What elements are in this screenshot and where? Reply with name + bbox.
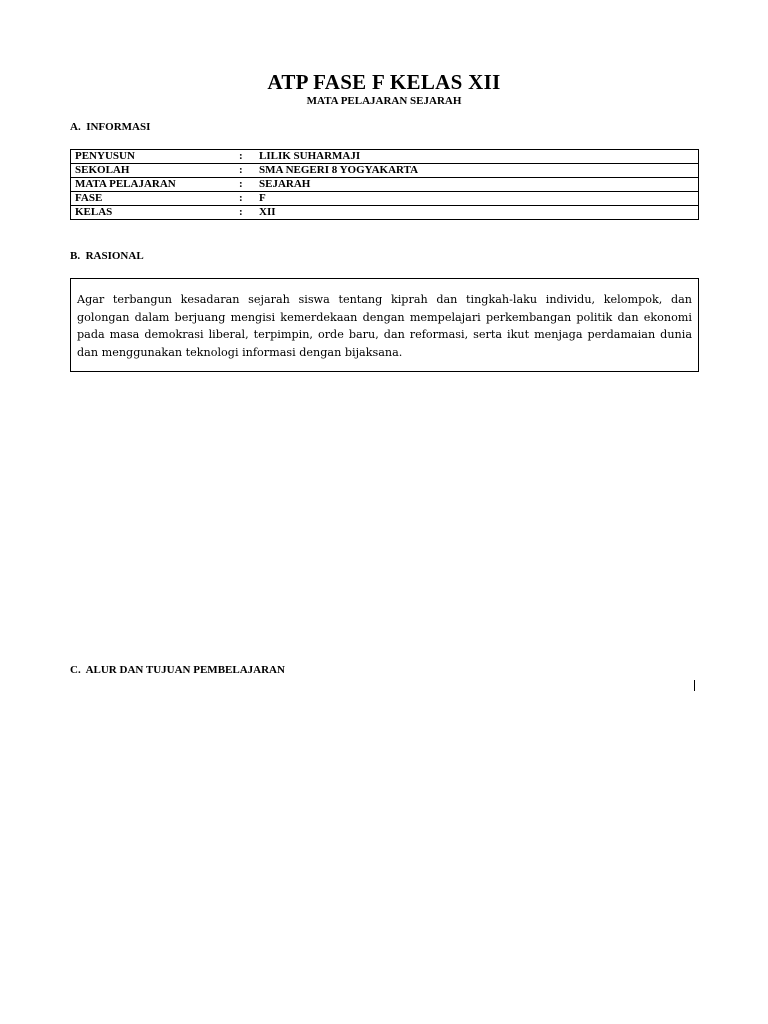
table-row bbox=[71, 150, 699, 164]
row-colon: : bbox=[235, 192, 255, 206]
row-value: LILIK SUHARMAJI bbox=[255, 150, 699, 164]
row-value: SEJARAH bbox=[255, 178, 699, 192]
text-cursor-mark bbox=[694, 680, 695, 691]
table-row bbox=[71, 206, 699, 220]
row-colon: : bbox=[235, 178, 255, 192]
row-value: XII bbox=[255, 206, 699, 220]
page-subtitle: MATA PELAJARAN SEJARAH bbox=[306, 95, 462, 107]
row-colon: : bbox=[235, 164, 255, 178]
row-label: KELAS bbox=[71, 206, 236, 220]
row-label: SEKOLAH bbox=[71, 164, 236, 178]
rationale-text: Agar terbangun kesadaran sejarah siswa tentang kiprah dan tingkah-laku individu, kelompok, dan golongan dalam berjuang mengisi kemerdekaan dengan mempelajari perkembangan politik dan ekonomi pada masa demokrasi liberal, terpimpin, orde baru, dan reformasi, serta ikut menjaga perdamaian dunia dan menggunakan teknologi informasi dengan bijaksana. bbox=[77, 293, 692, 359]
section-a-heading: A. INFORMASI bbox=[70, 121, 151, 133]
table-row bbox=[71, 192, 699, 206]
section-b-heading: B. RASIONAL bbox=[70, 250, 144, 262]
row-value: F bbox=[255, 192, 699, 206]
row-colon: : bbox=[235, 206, 255, 220]
row-label: MATA PELAJARAN bbox=[71, 178, 236, 192]
table-row bbox=[71, 178, 699, 192]
row-label: PENYUSUN bbox=[71, 150, 236, 164]
row-colon: : bbox=[235, 150, 255, 164]
info-table bbox=[70, 149, 699, 220]
row-value: SMA NEGERI 8 YOGYAKARTA bbox=[255, 164, 699, 178]
table-row bbox=[71, 164, 699, 178]
page-title: ATP FASE F KELAS XII bbox=[267, 70, 501, 94]
row-label: FASE bbox=[71, 192, 236, 206]
rationale-box bbox=[70, 278, 699, 372]
section-c-heading: C. ALUR DAN TUJUAN PEMBELAJARAN bbox=[70, 664, 285, 676]
